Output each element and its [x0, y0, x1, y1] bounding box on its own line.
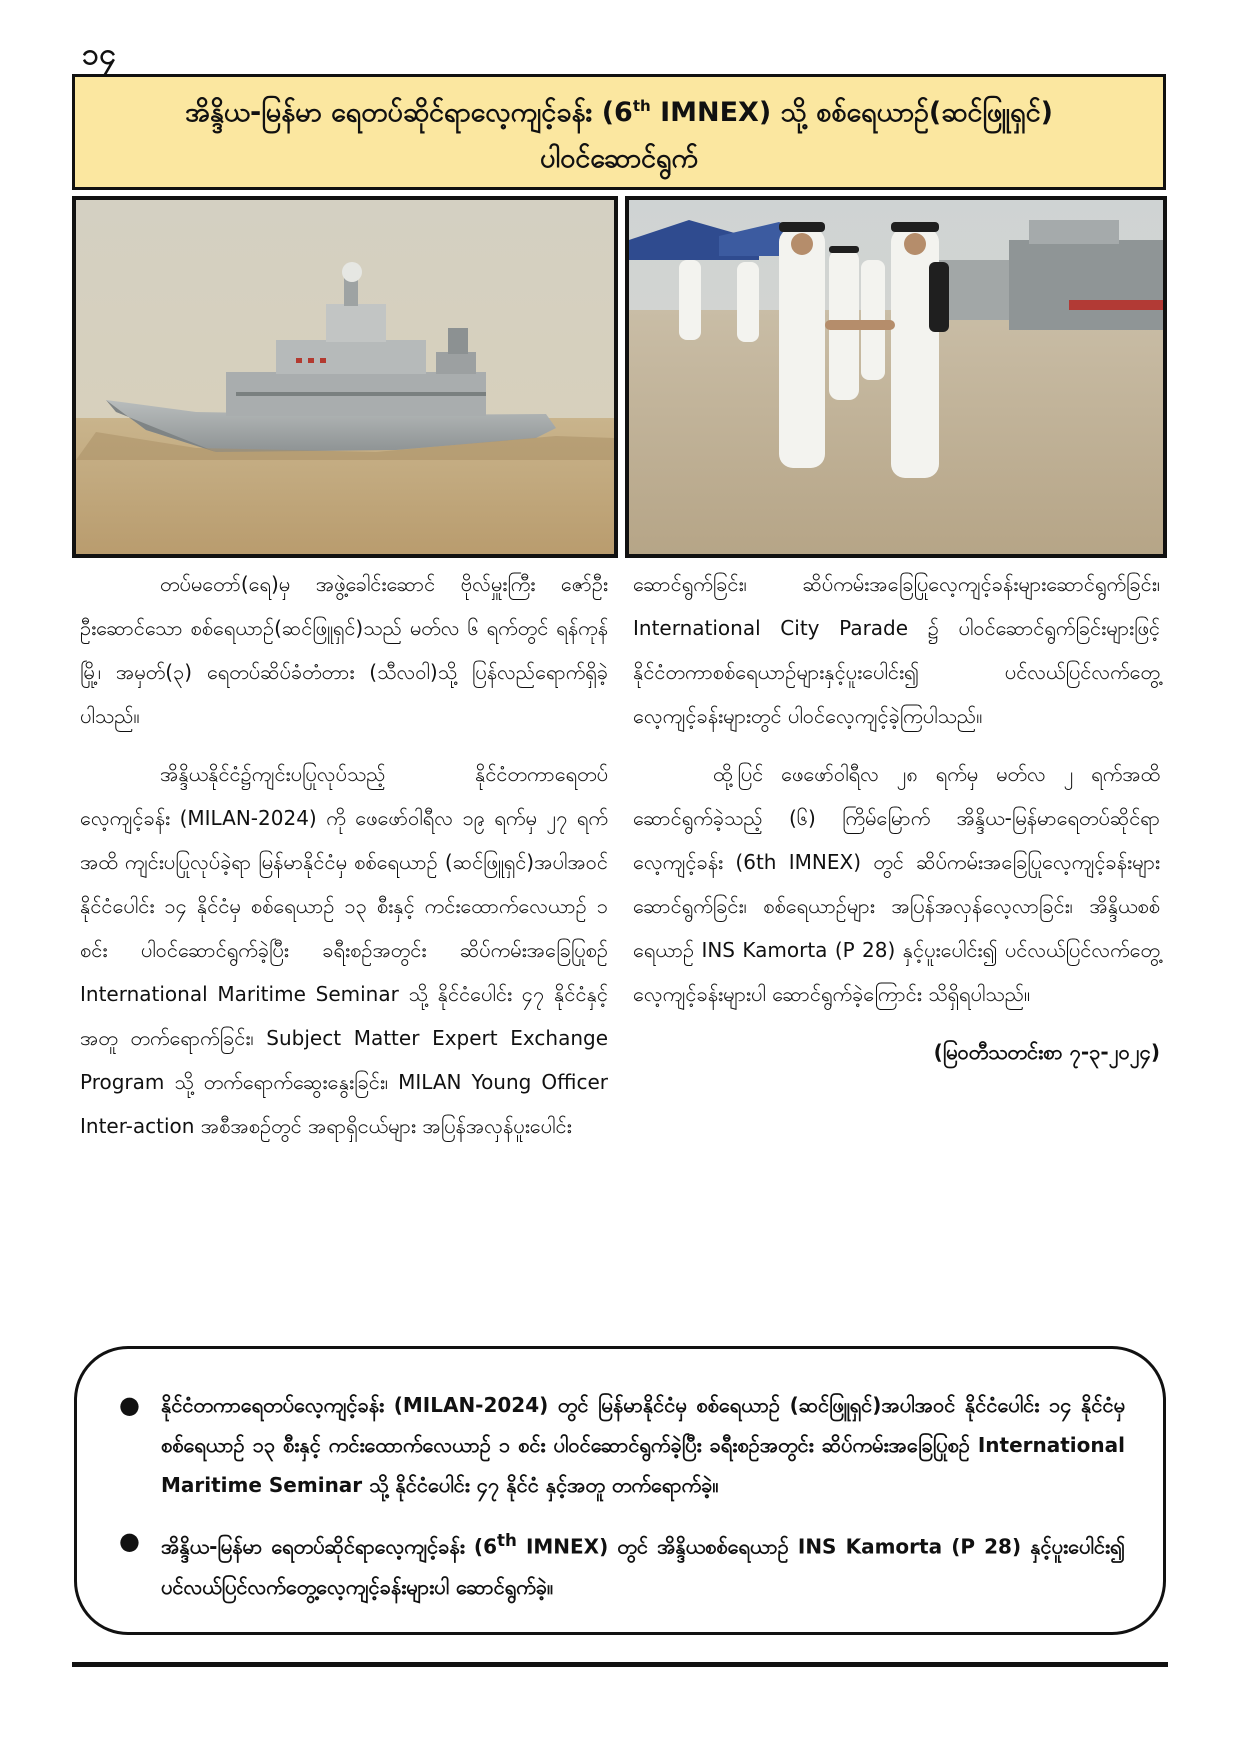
headline-superscript: th	[632, 96, 651, 115]
officers-photo	[625, 196, 1167, 558]
page-number: ၁၄	[82, 37, 116, 72]
headline-line-1-pre: အိန္ဒိယ-မြန်မာ ရေတပ်ဆိုင်ရာလေ့ကျင့်ခန်း (6	[185, 96, 633, 128]
summary-superscript: th	[496, 1531, 517, 1550]
headline-line-2: ပါဝင်ဆောင်ရွက်	[540, 142, 698, 174]
article-column-right	[633, 562, 1160, 1074]
article-paragraph: ထို့ပြင် ဖေဖော်ဝါရီလ ၂၈ ရက်မှ မတ်လ ၂ ရက်အထိ ဆောင်ရွက်ခဲ့သည့် (၆) ကြိမ်မြောက် အိန္ဒိယ-မြန်မာရေတပ်ဆိုင်ရာလေ့ကျင့်ခန်း (6th IMNEX) တွင် ဆိပ်ကမ်းအခြေပြုလေ့ကျင့်ခန်းများဆောင်ရွက်ခြင်း၊ စစ်ရေယာဉ်များ အပြန်အလှန်လေ့လာခြင်း၊ အိန္ဒိယစစ်ရေယာဉ် INS Kamorta (P 28) နှင့်ပူးပေါင်း၍ ပင်လယ်ပြင်လက်တွေ့လေ့ကျင့်ခန်းများပါ ဆောင်ရွက်ခဲ့ကြောင်း သိရှိရပါသည်။	[633, 762, 1160, 1006]
source-citation: (မြဝတီသတင်းစာ ၇-၃-၂၀၂၄)	[933, 1040, 1160, 1064]
bullet-icon: ●	[119, 1391, 140, 1419]
warship-illustration	[76, 200, 614, 554]
summary-list	[107, 1385, 1125, 1607]
headline-line-1-post: IMNEX) သို့ စစ်ရေယာဉ်(ဆင်ဖြူရှင်)	[650, 96, 1053, 128]
summary-item	[107, 1385, 1125, 1505]
article-paragraph: အိန္ဒိယနိုင်ငံ၌ကျင်းပပြုလုပ်သည့် နိုင်ငံတကာရေတပ်လေ့ကျင့်ခန်း (MILAN-2024) ကို ဖေဖော်ဝါရီလ ၁၉ ရက်မှ ၂၇ ရက်အထိ ကျင်းပပြုလုပ်ခဲ့ရာ မြန်မာနိုင်ငံမှ စစ်ရေယာဉ် (ဆင်ဖြူရှင်)အပါအဝင် နိုင်ငံပေါင်း ၁၄ နိုင်ငံမှ စစ်ရေယာဉ် ၁၃ စီးနှင့် ကင်းထောက်လေယာဉ် ၁ စင်း ပါဝင်ဆောင်ရွက်ခဲ့ပြီး ခရီးစဉ်အတွင်း ဆိပ်ကမ်းအခြေပြုစဉ် International Maritime Seminar သို့ နိုင်ငံပေါင်း ၄၇ နိုင်ငံနှင့်အတူ တက်ရောက်ခြင်း၊ Subject Matter Expert Exchange Program သို့ တက်ရောက်ဆွေးနွေးခြင်း၊ MILAN Young Officer Inter-action အစီအစဉ်တွင် အရာရှိငယ်များ အပြန်အလှန်ပူးပေါင်း	[80, 762, 608, 1138]
officers-illustration	[629, 200, 1163, 554]
summary-box	[74, 1346, 1166, 1635]
article-column-left	[80, 562, 608, 1162]
summary-item	[107, 1521, 1125, 1607]
bullet-icon: ●	[119, 1527, 140, 1555]
article-paragraph: ဆောင်ရွက်ခြင်း၊ ဆိပ်ကမ်းအခြေပြုလေ့ကျင့်ခန်းများဆောင်ရွက်ခြင်း၊ International City Parade ၌ ပါဝင်ဆောင်ရွက်ခြင်းများဖြင့် နိုင်ငံတကာစစ်ရေယာဉ်များနှင့်ပူးပေါင်း၍ ပင်လယ်ပြင်လက်တွေ့လေ့ကျင့်ခန်းများတွင် ပါဝင်လေ့ကျင့်ခဲ့ကြပါသည်။	[633, 572, 1160, 728]
warship-photo	[72, 196, 618, 558]
summary-item-text: နိုင်ငံတကာရေတပ်လေ့ကျင့်ခန်း (MILAN-2024) တွင် မြန်မာနိုင်ငံမှ စစ်ရေယာဉ် (ဆင်ဖြူရှင်)အပါအဝင် နိုင်ငံပေါင်း ၁၄ နိုင်ငံမှ စစ်ရေယာဉ် ၁၃ စီးနှင့် ကင်းထောက်လေယာဉ် ၁ စင်း ပါဝင်ဆောင်ရွက်ခဲ့ပြီး ခရီးစဉ်အတွင်း ဆိပ်ကမ်းအခြေပြုစဉ် International Maritime Seminar သို့ နိုင်ငံပေါင်း ၄၇ နိုင်ငံ နှင့်အတူ တက်ရောက်ခဲ့။	[161, 1393, 1125, 1497]
summary-item-text-pre: အိန္ဒိယ-မြန်မာ ရေတပ်ဆိုင်ရာလေ့ကျင့်ခန်း (6	[161, 1534, 497, 1559]
article-paragraph: တပ်မတော်(ရေ)မှ အဖွဲ့ခေါင်းဆောင် ဗိုလ်မှူးကြီး ဇော်ဦး ဦးဆောင်သော စစ်ရေယာဉ်(ဆင်ဖြူရှင်)သည် မတ်လ ၆ ရက်တွင် ရန်ကုန်မြို့၊ အမှတ်(၃) ရေတပ်ဆိပ်ခံတံတား (သီလဝါ)သို့ ပြန်လည်ရောက်ရှိခဲ့ပါသည်။	[80, 572, 608, 728]
bottom-divider	[72, 1662, 1168, 1667]
headline-line-1	[185, 83, 1053, 136]
summary-item-text-post: IMNEX) တွင် အိန္ဒိယစစ်ရေယာဉ် INS Kamorta (P 28) နှင့်ပူးပေါင်း၍ ပင်လယ်ပြင်လက်တွေ့လေ့ကျင့်ခန်းများပါ ဆောင်ရွက်ခဲ့။	[161, 1534, 1125, 1599]
headline-box	[72, 74, 1166, 190]
